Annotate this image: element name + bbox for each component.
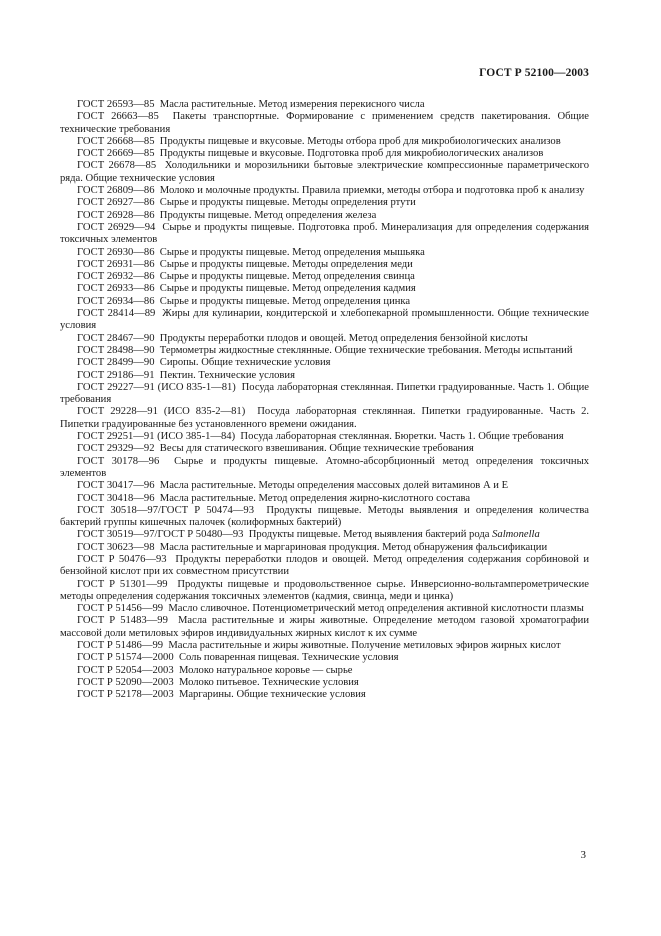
standard-code: ГОСТ 26928—86 <box>77 209 155 221</box>
standard-code: ГОСТ 26809—86 <box>77 185 155 197</box>
standard-entry <box>60 443 589 455</box>
standard-title: Сиропы. Общие технические условия <box>159 357 331 369</box>
standard-title: Масла растительные и жиры животные. Определение методом газовой хроматографии массовой доли метиловых эфиров индивидуальных жирных кислот к их сумме <box>60 615 589 639</box>
standard-entry <box>60 431 589 443</box>
standard-entry <box>60 308 589 333</box>
standard-code: ГОСТ Р 51486—99 <box>77 640 164 652</box>
standard-title: Посуда лабораторная стеклянная. Пипетки градуированные. Часть 2. Пипетки градуированные без установленного времени ожидания. <box>60 406 590 430</box>
standard-title: Масла растительные и жиры животные. Получение метиловых эфиров жирных кислот <box>168 640 561 652</box>
standard-code: ГОСТ Р 52090—2003 <box>77 676 174 688</box>
standard-entry <box>60 665 589 677</box>
standard-entry <box>60 197 589 209</box>
standard-code: ГОСТ Р 51456—99 <box>77 603 164 615</box>
standard-code: ГОСТ Р 50476—93 <box>77 553 167 565</box>
document-header: ГОСТ Р 52100—2003 <box>479 67 589 79</box>
standard-title: Масла растительные и маргариновая продукция. Метод обнаружения фальсификации <box>159 541 548 553</box>
standard-code: ГОСТ 26593—85 <box>77 99 155 110</box>
standard-title: Продукты пищевые и продовольственное сырье. Инверсионно-вольтамперометрические методы определения содержания токсичных элементов (кадмия, свинца, меди и цинка) <box>60 578 589 602</box>
standard-title: Сырье и продукты пищевые. Метод определения кадмия <box>159 283 416 295</box>
standard-entry <box>60 283 589 295</box>
standard-code: ГОСТ 26934—86 <box>77 295 155 307</box>
standard-title: Продукты переработки плодов и овощей. Метод определения бензойной кислоты <box>159 332 528 344</box>
standard-entry <box>60 406 589 431</box>
standard-title: Весы для статического взвешивания. Общие технические требования <box>159 443 474 455</box>
standard-title: Пектин. Технические условия <box>159 369 295 381</box>
standard-entry <box>60 185 589 197</box>
standard-title: Холодильники и морозильники бытовые электрические компрессионные параметрического ряда. Общие технические условия <box>60 160 590 184</box>
standard-entry <box>60 296 589 308</box>
standard-title: Масло сливочное. Потенциометрический метод определения активной кислотности плазмы <box>168 603 584 615</box>
standard-entry <box>60 271 589 283</box>
standard-entry <box>60 529 589 541</box>
standard-code: ГОСТ Р 52054—2003 <box>77 664 174 676</box>
standard-title: Посуда лабораторная стеклянная. Бюретки. Часть 1. Общие требования <box>240 431 564 443</box>
standard-title: Молоко питьевое. Технические условия <box>178 676 359 688</box>
standard-title: Сырье и продукты пищевые. Атомно-абсорбционный метод определения токсичных элементов <box>60 455 590 479</box>
standard-title-italic: Salmonella <box>492 529 540 541</box>
standard-code: ГОСТ 29251—91 (ИСО 385-1—84) <box>77 431 236 443</box>
standard-entry <box>60 640 589 652</box>
standard-title: Сырье и продукты пищевые. Методы определения меди <box>159 258 413 270</box>
standard-entry <box>60 99 589 111</box>
standard-code: ГОСТ 26669—85 <box>77 148 155 160</box>
standard-entry <box>60 505 589 530</box>
standard-entry <box>60 677 589 689</box>
standard-entry <box>60 222 589 247</box>
standard-title: Сырье и продукты пищевые. Метод определения мышьяка <box>159 246 425 258</box>
standard-entry <box>60 136 589 148</box>
standard-title: Масла растительные. Метод определения жирно-кислотного состава <box>159 492 471 504</box>
standard-code: ГОСТ 30518—97/ГОСТ Р 50474—93 <box>77 504 254 516</box>
standard-entry <box>60 554 589 579</box>
standard-title: Продукты пищевые и вкусовые. Подготовка проб для микробиологических анализов <box>159 148 544 160</box>
standard-code: ГОСТ 30417—96 <box>77 480 155 492</box>
standard-code: ГОСТ Р 51574—2000 <box>77 652 174 664</box>
standard-code: ГОСТ 30178—96 <box>77 455 160 467</box>
standard-entry <box>60 382 589 407</box>
standard-code: ГОСТ 26931—86 <box>77 258 155 270</box>
standard-entry <box>60 652 589 664</box>
standard-title: Пакеты транспортные. Формирование с применением средств пакетирования. Общие технические требования <box>60 111 590 135</box>
standard-entry <box>60 247 589 259</box>
standards-list <box>60 99 589 702</box>
standard-title: Масла растительные. Метод измерения перекисного числа <box>159 99 425 110</box>
standard-title: Термометры жидкостные стеклянные. Общие технические требования. Методы испытаний <box>159 344 573 356</box>
standard-code: ГОСТ 26668—85 <box>77 135 155 147</box>
standard-title: Продукты переработки плодов и овощей. Метод определения содержания сорбиновой и бензойной кислот при их совместном присутствии <box>60 553 589 578</box>
standard-code: ГОСТ 26929—94 <box>77 221 156 233</box>
standard-title: Жиры для кулинарии, кондитерской и хлебопекарной промышленности. Общие технические условия <box>60 308 590 332</box>
standard-entry <box>60 370 589 382</box>
standard-entry <box>60 542 589 554</box>
standard-entry <box>60 210 589 222</box>
standard-code: ГОСТ Р 51301—99 <box>77 578 168 590</box>
standard-title: Соль поваренная пищевая. Технические условия <box>178 652 399 664</box>
standard-code: ГОСТ Р 51483—99 <box>77 615 168 627</box>
standard-code: ГОСТ 26663—85 <box>77 111 159 123</box>
standard-code: ГОСТ 28414—89 <box>77 308 156 320</box>
standard-entry <box>60 493 589 505</box>
standard-entry <box>60 148 589 160</box>
standard-entry <box>60 689 589 701</box>
standard-entry <box>60 615 589 640</box>
standard-code: ГОСТ 30519—97/ГОСТ Р 50480—93 <box>77 529 244 541</box>
standard-title: Сырье и продукты пищевые. Подготовка проб. Минерализация для определения содержания токсичных элементов <box>60 221 590 246</box>
standard-title: Молоко и молочные продукты. Правила приемки, методы отбора и подготовка проб к анализу <box>159 185 585 197</box>
page-number: 3 <box>580 849 586 861</box>
standard-title: Сырье и продукты пищевые. Метод определения свинца <box>159 271 415 283</box>
standard-entry <box>60 259 589 271</box>
standard-code: ГОСТ 26930—86 <box>77 246 155 258</box>
standard-code: ГОСТ 30418—96 <box>77 492 155 504</box>
standard-entry <box>60 480 589 492</box>
standard-code: ГОСТ 28498—90 <box>77 344 155 356</box>
standard-entry <box>60 579 589 604</box>
standard-title: Продукты пищевые. Методы выявления и определения количества бактерий группы кишечных палочек (колиформных бактерий) <box>60 504 590 529</box>
standard-title: Маргарины. Общие технические условия <box>178 689 366 701</box>
standard-entry <box>60 357 589 369</box>
standard-title: Продукты пищевые. Метод определения железа <box>159 209 377 221</box>
standard-code: ГОСТ 29227—91 (ИСО 835-1—81) <box>77 381 236 393</box>
standard-title: Молоко натуральное коровье — сырье <box>178 664 353 676</box>
standard-code: ГОСТ 29228—91 (ИСО 835-2—81) <box>77 406 246 418</box>
standard-title: Посуда лабораторная стеклянная. Пипетки градуированные. Часть 1. Общие требования <box>60 381 590 406</box>
standard-entry <box>60 345 589 357</box>
standard-entry <box>60 603 589 615</box>
standard-title: Сырье и продукты пищевые. Метод определения цинка <box>159 295 411 307</box>
standard-code: ГОСТ 29329—92 <box>77 443 155 455</box>
standard-code: ГОСТ 30623—98 <box>77 541 155 553</box>
standard-code: ГОСТ Р 52178—2003 <box>77 689 174 701</box>
standard-code: ГОСТ 26932—86 <box>77 271 155 283</box>
standard-code: ГОСТ 26678—85 <box>77 160 157 172</box>
standard-entry <box>60 160 589 185</box>
standard-code: ГОСТ 26933—86 <box>77 283 155 295</box>
standard-code: ГОСТ 29186—91 <box>77 369 155 381</box>
standard-title: Продукты пищевые и вкусовые. Методы отбора проб для микробиологических анализов <box>159 135 561 147</box>
standard-code: ГОСТ 28467—90 <box>77 332 155 344</box>
standard-entry <box>60 456 589 481</box>
standard-title: Масла растительные. Методы определения массовых долей витаминов А и Е <box>159 480 509 492</box>
standard-title: Сырье и продукты пищевые. Методы определения ртути <box>159 197 416 209</box>
standard-code: ГОСТ 28499—90 <box>77 357 155 369</box>
standard-title: Продукты пищевые. Метод выявления бактерий рода <box>248 529 490 541</box>
standard-entry <box>60 333 589 345</box>
standard-entry <box>60 111 589 136</box>
standard-code: ГОСТ 26927—86 <box>77 197 155 209</box>
